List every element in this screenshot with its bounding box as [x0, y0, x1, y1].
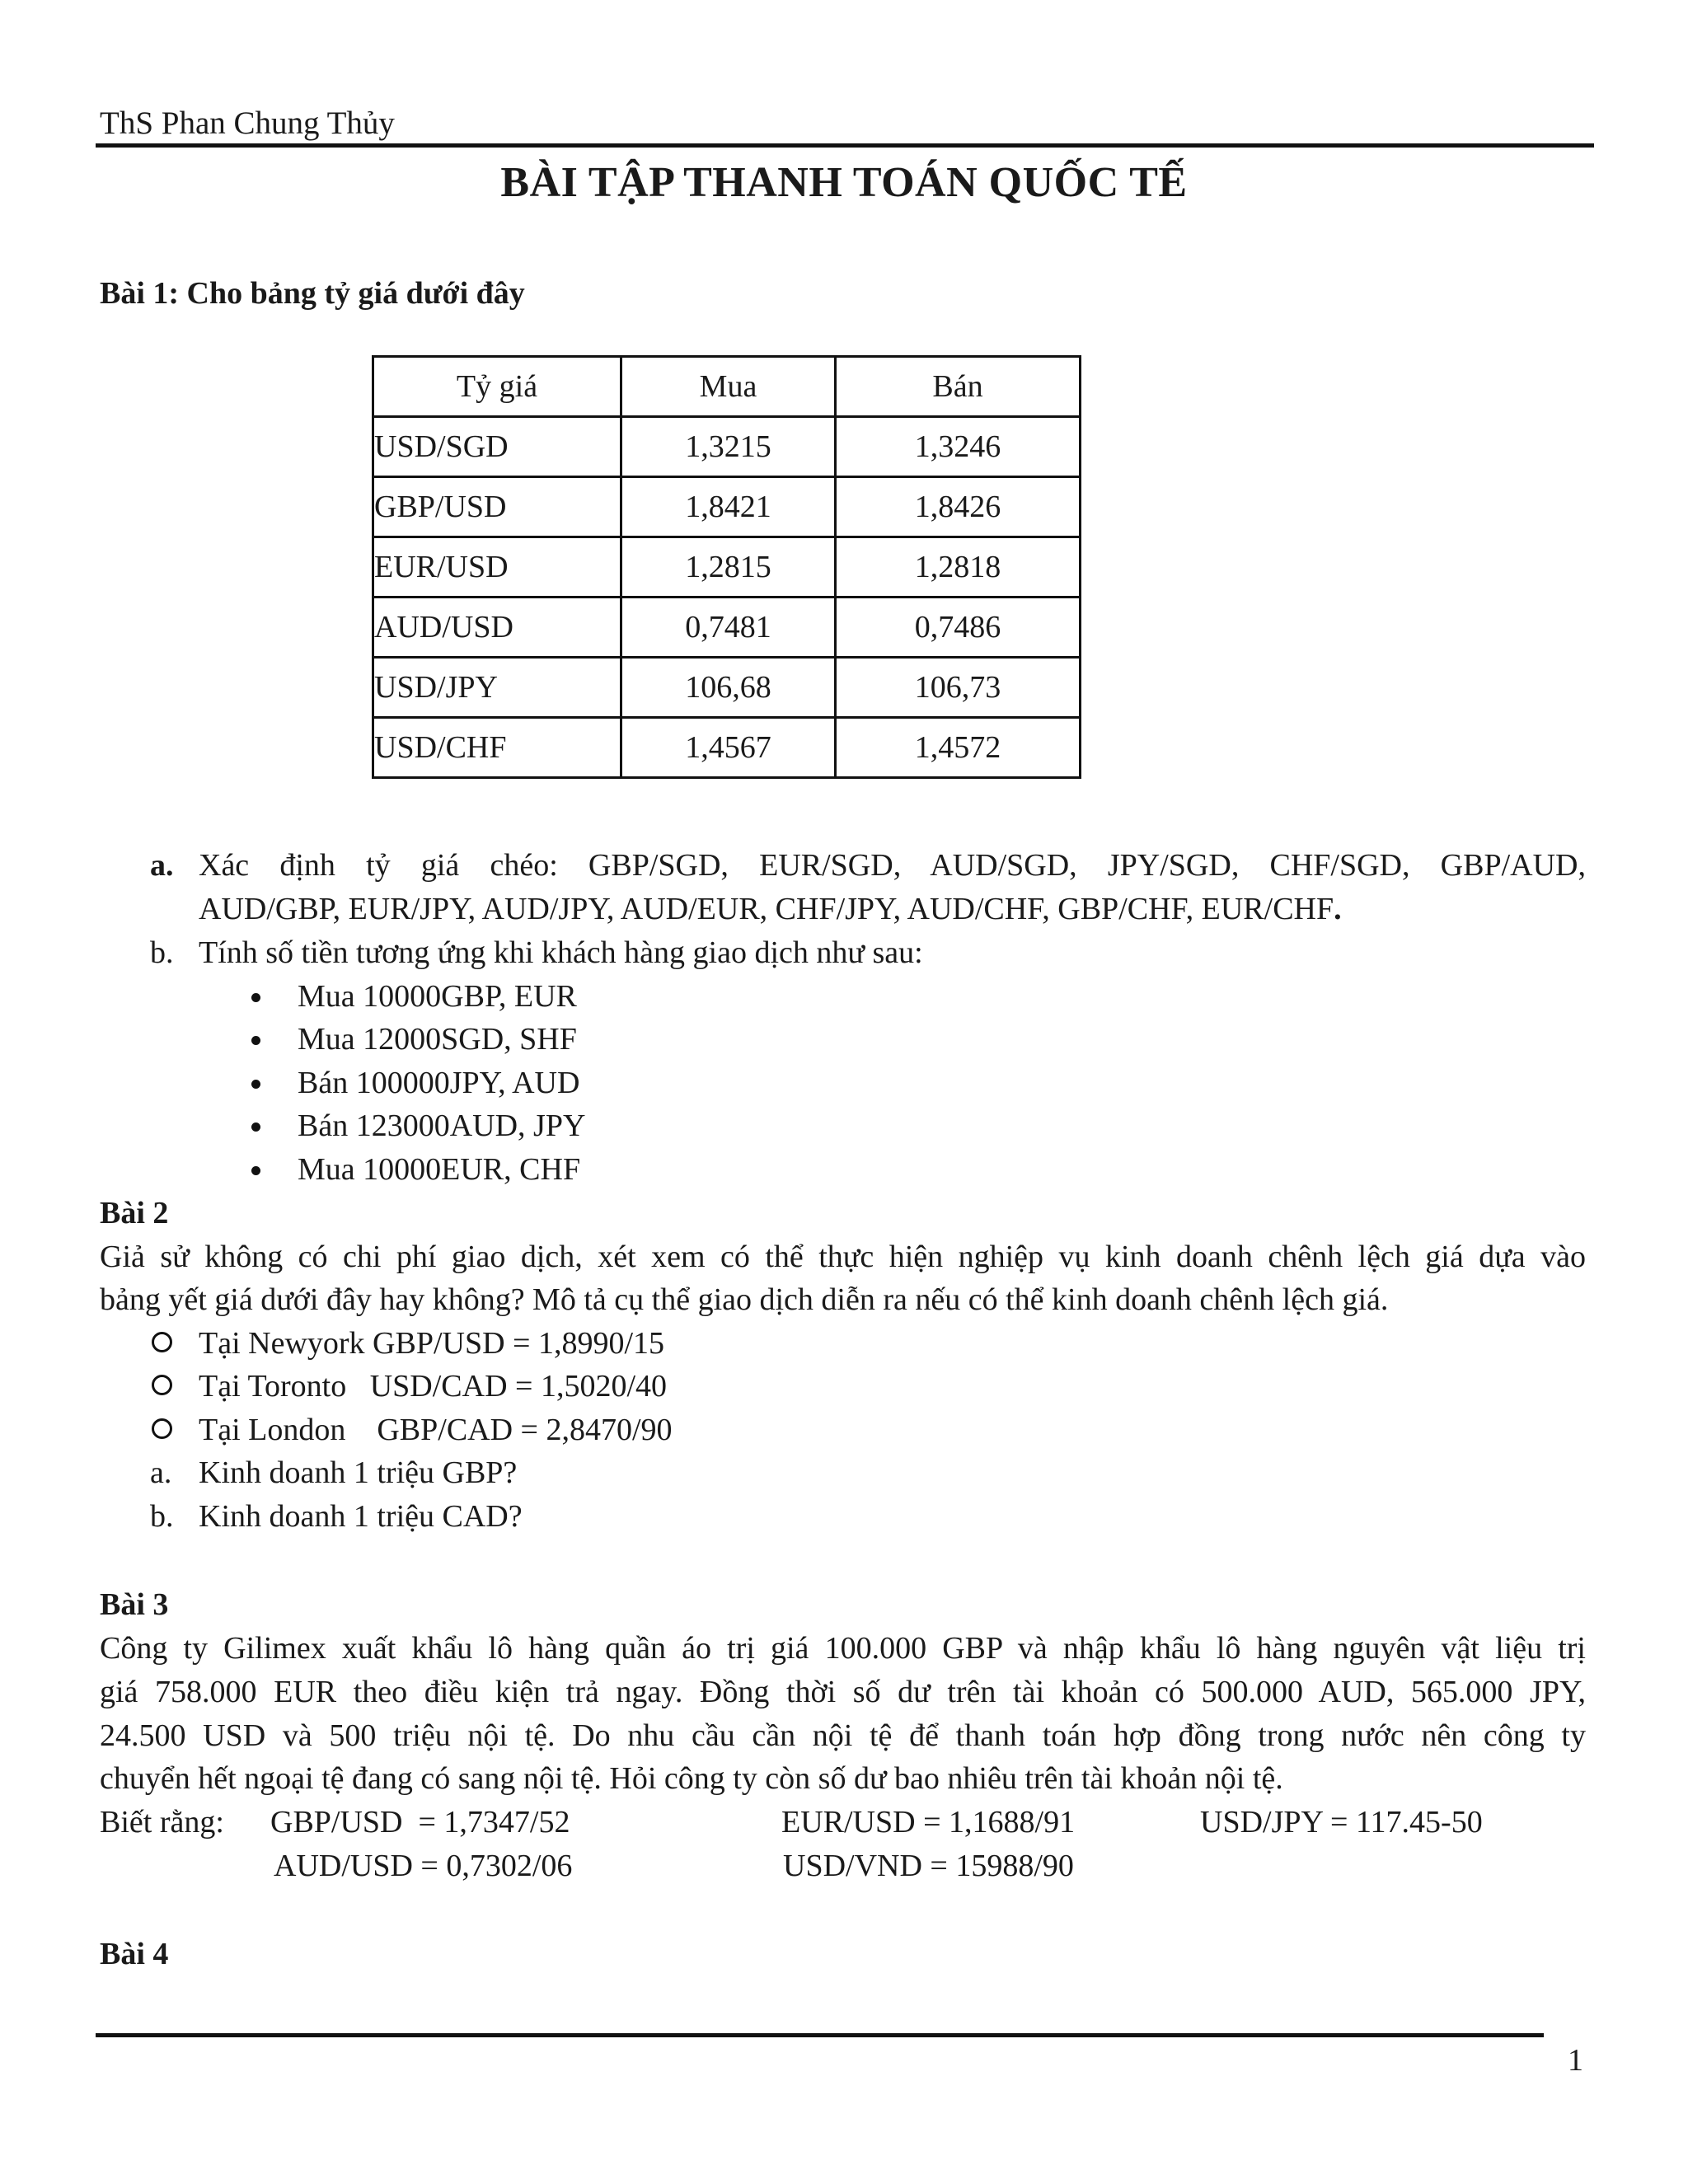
table-cell: 1,3246	[836, 417, 1081, 477]
item-marker: a.	[150, 1455, 172, 1490]
bullet-icon	[251, 993, 260, 1002]
list-item: Tại Newyork GBP/USD = 1,8990/15	[199, 1326, 665, 1361]
rate-quote: USD/VND = 15988/90	[783, 1849, 1074, 1883]
bai1-heading: Bài 1: Cho bảng tỷ giá dưới đây	[100, 276, 525, 311]
list-item: Mua 12000SGD, SHF	[298, 1022, 577, 1057]
bai3-paragraph-line1: Công ty Gilimex xuất khẩu lô hàng quần áo trị giá 100.000 GBP và nhập khẩu lô hàng nguyên vật liệu trị	[100, 1631, 1586, 1666]
table-cell: 106,68	[621, 658, 836, 718]
bullet-icon	[251, 1122, 260, 1132]
table-cell: 0,7481	[621, 598, 836, 658]
bai3-paragraph-line4: chuyển hết ngoại tệ đang có sang nội tệ. Hỏi công ty còn số dư bao nhiêu trên tài khoản nội tệ.	[100, 1761, 1283, 1796]
bai3-paragraph-line3: 24.500 USD và 500 triệu nội tệ. Do nhu cầu cần nội tệ để thanh toán hợp đồng trong nước nên công ty	[100, 1718, 1586, 1753]
table-cell: 1,4567	[621, 718, 836, 778]
header-author: ThS Phan Chung Thủy	[100, 105, 395, 141]
list-item: Kinh doanh 1 triệu GBP?	[199, 1455, 518, 1490]
bai2-paragraph-line1: Giả sử không có chi phí giao dịch, xét xem có thể thực hiện nghiệp vụ kinh doanh chênh lệch giá dựa vào	[100, 1240, 1586, 1274]
bullet-icon	[251, 1080, 260, 1089]
item-b-marker: b.	[150, 935, 174, 970]
circle-bullet-icon	[152, 1375, 172, 1395]
item-a-line1: Xác định tỷ giá chéo: GBP/SGD, EUR/SGD, AUD/SGD, JPY/SGD, CHF/SGD, GBP/AUD,	[199, 848, 1586, 883]
table-row	[373, 718, 1081, 778]
item-a-line2-end: .	[1334, 892, 1342, 926]
circle-bullet-icon	[152, 1332, 172, 1352]
table-cell: 1,8421	[621, 477, 836, 537]
rate-quote: USD/JPY = 117.45-50	[1200, 1805, 1483, 1840]
table-header-row	[373, 357, 1081, 417]
bai3-heading: Bài 3	[100, 1587, 169, 1622]
item-a-line2-text: AUD/GBP, EUR/JPY, AUD/JPY, AUD/EUR, CHF/JPY, AUD/CHF, GBP/CHF, EUR/CHF	[199, 892, 1334, 926]
table-row	[373, 598, 1081, 658]
item-marker: b.	[150, 1499, 174, 1534]
rate-quote: AUD/USD = 0,7302/06	[274, 1849, 573, 1883]
bai4-heading: Bài 4	[100, 1937, 169, 1971]
bai2-paragraph-line2: bảng yết giá dưới đây hay không? Mô tả cụ thể giao dịch diễn ra nếu có thể kinh doanh chênh lệch giá.	[100, 1282, 1389, 1317]
table-cell: GBP/USD	[373, 477, 621, 537]
table-row	[373, 537, 1081, 598]
table-row	[373, 477, 1081, 537]
table-cell: 106,73	[836, 658, 1081, 718]
table-cell: AUD/USD	[373, 598, 621, 658]
table-cell: EUR/USD	[373, 537, 621, 598]
rate-quote: GBP/USD = 1,7347/52	[270, 1805, 570, 1840]
list-item: Mua 10000GBP, EUR	[298, 979, 577, 1014]
document-title: BÀI TẬP THANH TOÁN QUỐC TẾ	[500, 159, 1188, 206]
header-divider	[96, 143, 1594, 148]
table-header-cell: Tỷ giá	[373, 357, 621, 417]
list-item: Tại London GBP/CAD = 2,8470/90	[199, 1413, 673, 1447]
footer-divider	[96, 2033, 1544, 2037]
rate-quote: EUR/USD = 1,1688/91	[781, 1805, 1076, 1840]
table-cell: 1,2815	[621, 537, 836, 598]
table-header-cell: Mua	[621, 357, 836, 417]
table-cell: 0,7486	[836, 598, 1081, 658]
known-rates-label: Biết rằng:	[100, 1805, 224, 1840]
list-item: Kinh doanh 1 triệu CAD?	[199, 1499, 523, 1534]
table-cell: 1,8426	[836, 477, 1081, 537]
page-number: 1	[1568, 2043, 1583, 2078]
table-cell: 1,2818	[836, 537, 1081, 598]
bai2-heading: Bài 2	[100, 1196, 169, 1230]
table-header-cell: Bán	[836, 357, 1081, 417]
table-cell: USD/CHF	[373, 718, 621, 778]
table-row	[373, 417, 1081, 477]
item-a-line2	[199, 888, 1342, 930]
table-cell: 1,3215	[621, 417, 836, 477]
exchange-rate-table	[372, 355, 1081, 779]
item-b-text: Tính số tiền tương ứng khi khách hàng giao dịch như sau:	[199, 935, 923, 970]
list-item: Tại Toronto USD/CAD = 1,5020/40	[199, 1369, 668, 1404]
bullet-icon	[251, 1036, 260, 1045]
table-cell: USD/SGD	[373, 417, 621, 477]
list-item: Bán 123000AUD, JPY	[298, 1108, 586, 1143]
table-row	[373, 658, 1081, 718]
bai3-paragraph-line2: giá 758.000 EUR theo điều kiện trả ngay. Đồng thời số dư trên tài khoản có 500.000 AUD, 565.000 JPY,	[100, 1675, 1586, 1709]
item-a-marker: a.	[150, 848, 174, 883]
table-cell: 1,4572	[836, 718, 1081, 778]
list-item: Bán 100000JPY, AUD	[298, 1066, 580, 1100]
table-cell: USD/JPY	[373, 658, 621, 718]
list-item: Mua 10000EUR, CHF	[298, 1152, 581, 1187]
bullet-icon	[251, 1166, 260, 1175]
circle-bullet-icon	[152, 1418, 172, 1439]
